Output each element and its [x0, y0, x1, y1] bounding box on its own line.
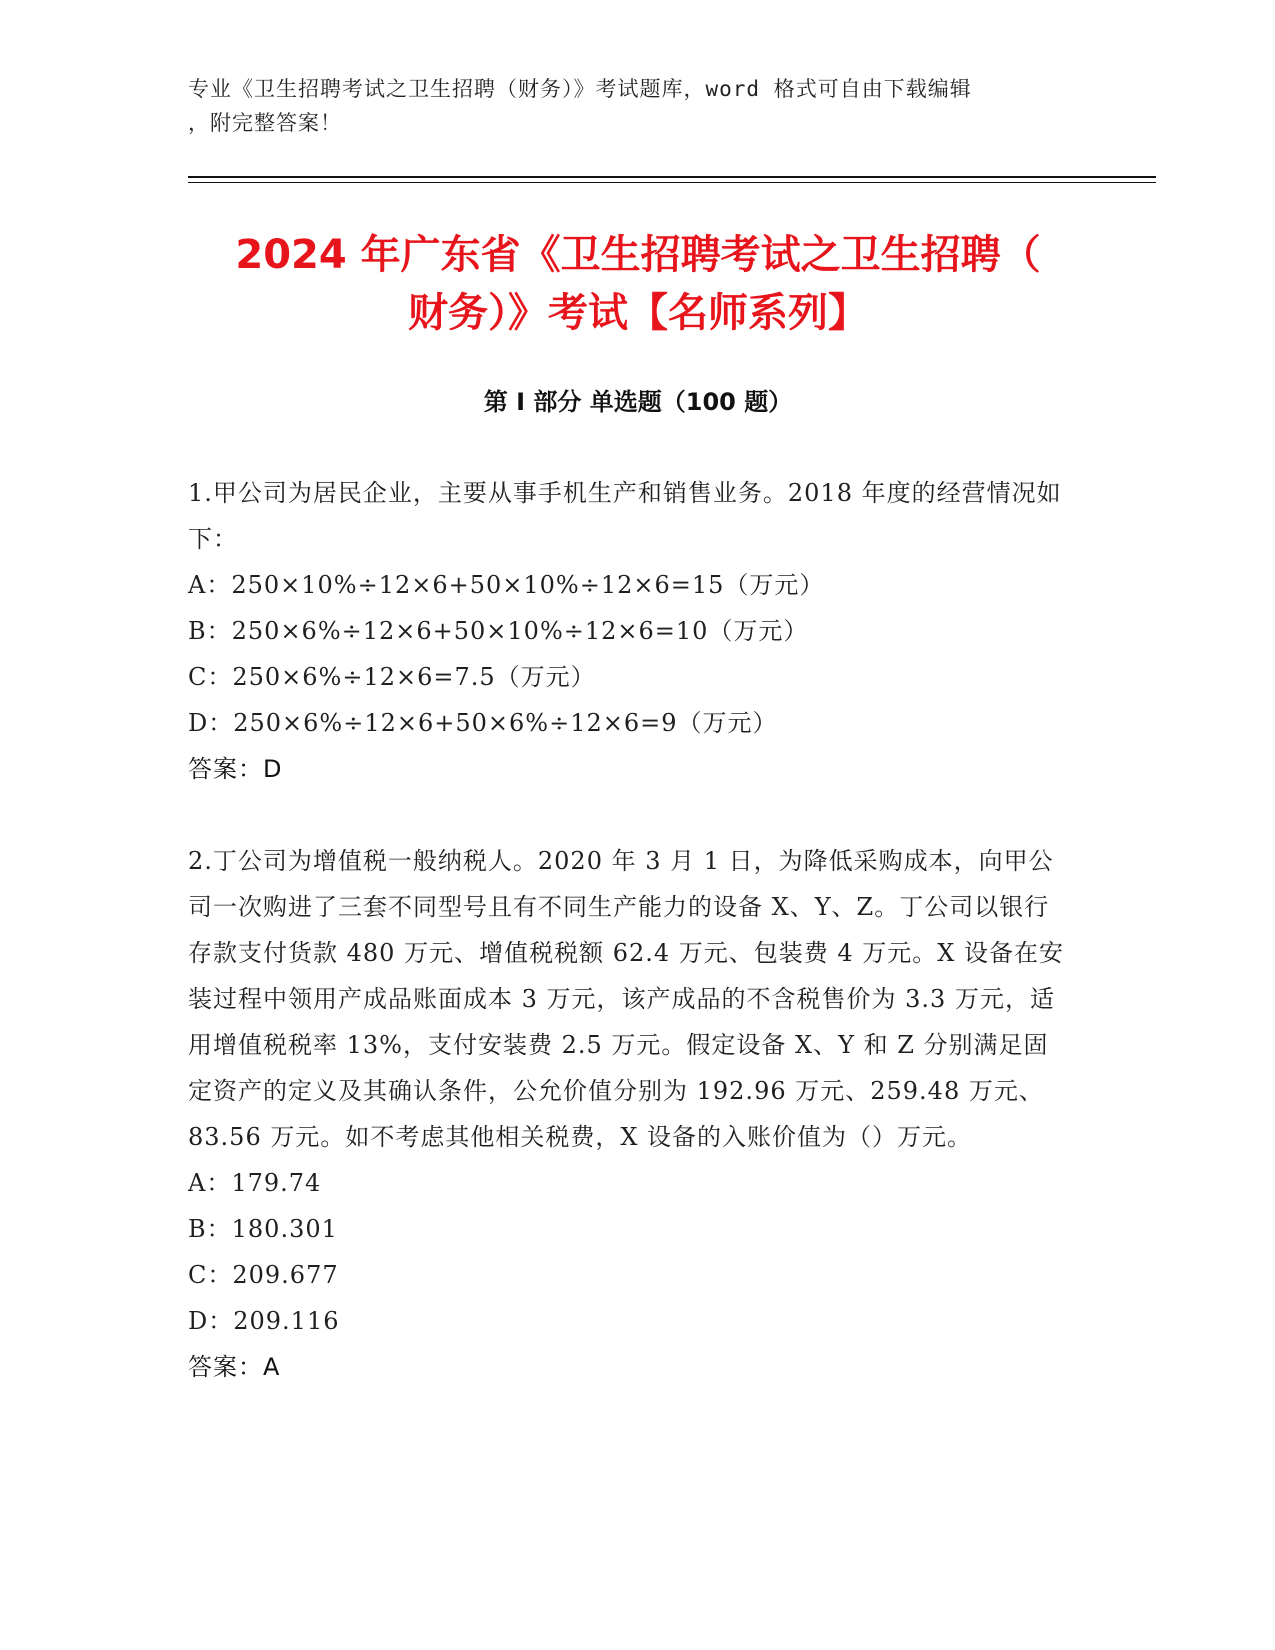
document-title [188, 226, 1088, 342]
header-divider-thick [188, 176, 1156, 178]
option-c: C：209.677 [188, 1261, 339, 1289]
option-d: D：250×6%÷12×6+50×6%÷12×6=9（万元） [188, 709, 778, 737]
option-b: B：250×6%÷12×6+50×10%÷12×6=10（万元） [188, 617, 809, 645]
header-note-line-2: ，附完整答案！ [188, 111, 342, 135]
header-divider-thin [188, 182, 1156, 183]
document-title-line-1: 2024 年广东省《卫生招聘考试之卫生招聘（ [235, 232, 1041, 278]
document-title-line-2: 财务）》考试【名师系列】 [408, 290, 868, 336]
question-stem: 2.丁公司为增值税一般纳税人。2020 年 3 月 1 日，为降低采购成本，向甲公司一次购进了三套不同型号且有不同生产能力的设备 X、Y、Z。丁公司以银行存款支付货款 480 万元、增值税税额 62.4 万元、包装费 4 万元。X 设备在安装过程中领用产成品账面成本 3 万元，该产成品的不含税售价为 3.3 万元，适用增值税税率 13%，支付安装费 2.5 万元。假定设备 X、Y 和 Z 分别满足固定资产的定义及其确认条件，公允价值分别为 192.96 万元、259.48 万元、83.56 万元。如不考虑其他相关税费，X 设备的入账价值为（）万元。 [188, 847, 1065, 1151]
answer-label: 答案：D [188, 755, 283, 783]
question-2 [188, 838, 1068, 1390]
answer-label: 答案：A [188, 1353, 281, 1381]
section-heading: 第 I 部分 单选题（100 题） [483, 388, 793, 416]
header-note-line-1: 专业《卫生招聘考试之卫生招聘（财务）》考试题库，word 格式可自由下载编辑 [188, 77, 972, 101]
option-d: D：209.116 [188, 1307, 340, 1335]
header-note [188, 72, 1068, 140]
question-stem: 1.甲公司为居民企业，主要从事手机生产和销售业务。2018 年度的经营情况如下： [188, 479, 1062, 553]
question-1 [188, 470, 1068, 792]
option-a: A：250×10%÷12×6+50×10%÷12×6=15（万元） [188, 571, 825, 599]
option-c: C：250×6%÷12×6=7.5（万元） [188, 663, 596, 691]
option-b: B：180.301 [188, 1215, 338, 1243]
option-a: A：179.74 [188, 1169, 322, 1197]
